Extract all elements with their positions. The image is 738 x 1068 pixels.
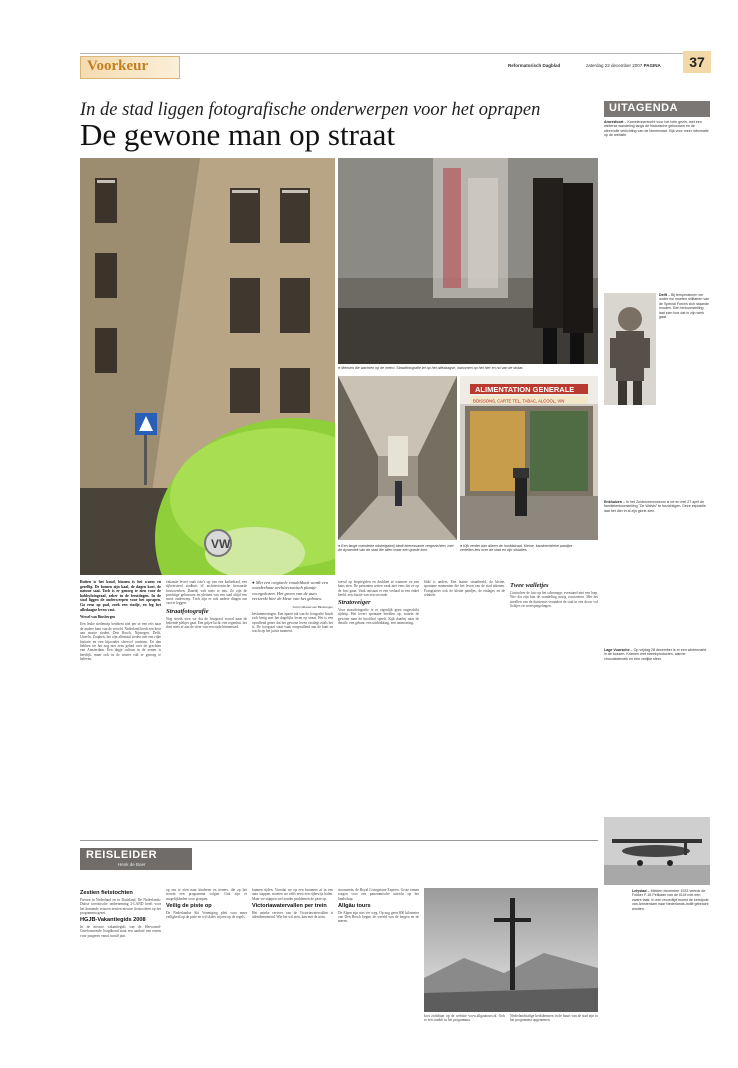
summit-cross-graphic (424, 888, 598, 1012)
caption-shop-text: Kijk verder dan alleen de hoofdstraat. Kleine, karakteristieke pandjes vertellen iets over de stad en zijn situaties. (460, 544, 573, 553)
caption-bullet: ● (338, 544, 342, 548)
agenda-entry-amersfoort: Amersfoort – Kameleonentocht voor het hele gezin, met een winterse wandeling langs de historische gebouwen en de sfeervolle verlichting van de binnenstad. Kijk voor meer informatie op de website. (604, 120, 709, 138)
heading-allgau: Allgäu tours (338, 902, 371, 909)
article-kicker: In de stad liggen fotografische onderwerpen voor het oprapen (80, 100, 541, 120)
caption-metro-text: Mensen die wachten op de metro. Straatfotografie let op het alledaagse, inzoomen op het hier en nu van de straat. (341, 366, 524, 370)
agenda-entry-lelystad: Lelystad – Midden december 1933 vertrok de Fokker F-18 Pelikaan van de KLM met een zware taak. In een recordtijd moest de kerstpost van Amsterdam naar Nederlands-Indië gebracht worden. (632, 889, 709, 911)
agenda-header (604, 101, 710, 117)
heading-fietstochten: Zestien fietstochten (80, 890, 133, 896)
pull-quote: Met een originele vondeldoek wordt een wonderbaar architectonisch plaatje voorgekozen. Het groen van de auto versterkt hier de kleur van het gebouw. (252, 580, 329, 602)
agenda-text-4: Op vrijdag 28 december is er een wintermarkt in de bossen. Kramen met streekproducten, warme chocolademelk en een vrolijke sfeer. (604, 648, 707, 661)
article-col-1 (80, 580, 161, 830)
sub-straatfotografie: Straatfotografie (166, 607, 209, 615)
agenda-city-2: Delft (659, 293, 667, 297)
caption-gallery-text: Een lange overdekte winkelgalerij biedt interessante vergezichten, met de dynamiek van de stad die allen maar een goede kom. (338, 544, 454, 553)
photo-summit-cross (424, 888, 598, 1012)
photo-gallery (338, 376, 457, 540)
newspaper-name: Reformatorisch Dagblad (508, 63, 561, 68)
beetle-street-graphic (80, 158, 335, 575)
page-number: 37 (689, 54, 705, 70)
agenda-entry-lage-vuursche: Lage Vuursche – Op vrijdag 28 december is er een wintermarkt in de bossen. Kramen met streekproducten, warme chocolademelk en een vrolijke sfeer. (604, 648, 707, 661)
gallery-graphic (338, 376, 457, 540)
caption-gallery (338, 544, 457, 553)
issue-date (586, 63, 661, 68)
reisleider-logo: REISLEIDER (86, 849, 158, 861)
article-col-2 (166, 580, 247, 830)
photo-pelikaan-plane (604, 817, 710, 885)
date-text: zaterdag 22 december 2007 (586, 63, 643, 68)
caption-bullet: ● (338, 366, 342, 370)
article-body-3: Nog steeds zien we dat de fotograaf vooral naar de bekende plekjes gaat. Een grijze lucht, een regenbui, het doet niets af aan de sfeer van een oude binnenstad. (166, 616, 247, 630)
heading-victoria: Victoriawatervallen per trein (252, 902, 327, 909)
summit-photo-credit: Foto Allgäu tours (593, 989, 597, 1010)
text-col4: stoomtrein, de Royal Livingstone Express. Grote ramen zorgen voor een panoramische uitzicht op het landschap. (338, 888, 419, 901)
agenda-city-1: Amersfoort (604, 120, 624, 124)
heading-piste: Veilig de piste op (166, 902, 212, 909)
page-number-box (683, 51, 711, 73)
article-body-6: Voor straatfotografie is er eigenlijk geen ongeschikt tijdstip. Het levert spontane beelden op, waarin de gewone man de hoofdrol speelt. Kijk daarbij naar de details: een gebaar, een uitdrukking, een ontmoeting. (338, 608, 419, 626)
reisleider-logo-box (80, 848, 192, 870)
caption-bullet: ● (460, 544, 464, 548)
section-title: Voorkeur (87, 58, 149, 74)
article-body-8: Controleer de foto op het schermpje, eventueel met een loep. Wie dat zijn kan de wandeling rustig voortzetten. Met het invallen van de duisternis verandert de stad in een decor vol lichtjes en weerspiegelingen. (510, 591, 598, 608)
text-col6: Nederlandstalige kerkdiensten in de buurt van de stad zijn in het programma opgenomen. (510, 1014, 598, 1023)
article-col-6 (510, 580, 598, 830)
photo-credits: Foto's Wessel van Binsbergen (292, 604, 333, 609)
article-body-5: toeval op bespiegelen en drukken af wanneer ze een kans zien. De passanten weten vaak niet eens dat ze op de foto gaan. Vaak ontstaat er een verhaal in een enkel beeld, een fractie van een seconde. (338, 580, 419, 597)
article-body-1: Een leuke stedentrip betekent niet per se een reis naar de andere kant van de wereld. Nederland biedt een keur aan mooie steden. Den Bosch, Nijmegen, Delft, Utrecht, Zutphen, het zijn allemaal steden met een rijke historie en een bijzonder sfeervol centrum. En dan hebben we het nog niet eens gehad over de grachten van Amsterdam. Een dagje cultuur in de zomer is heerlijk, maar ook in de winter valt er genoeg te beleven. (80, 622, 161, 661)
article-col-4 (338, 580, 419, 830)
photo-soldier (604, 293, 656, 405)
article-body-2: vakantie levert vaak foto's op van een kathedraal, een rijkversierd stadhuis of architectonische bewaarde bouwwerken. Daarbij valt niets te mis. Zo zijn de prachtige gebouwen en pleinen van een stad altijd een mooi onderwerp. Toch zijn er ook andere dingen om vast te leggen. (166, 580, 247, 606)
article-body-7: blikt is anders. Een laatste straatbeeld, de kleine, spontane momenten die het leven van de stad tekenen. Fotografeer ook de kleine pandjes, de etalages en de winkels. (424, 580, 505, 597)
article-lead: Buiten is het koud, binnen is het warm en gezellig. De bomen zijn kaal, de dagen kort, de natuur saai. Toch is er genoeg te zien voor de hobbyfotograaf, zeker in de feestdagen. In de stad liggen de onderwerpen voor het oprapen. Ga eens op pad, zoek een stadje, en leg het alledaagse leven vast. (80, 580, 161, 612)
page-label: PAGINA (643, 63, 661, 68)
section-banner (80, 56, 180, 79)
article-title: De gewone man op straat (80, 117, 396, 152)
text-hgjb: In de nieuwe vakantiegids van de Hervormd-Gereformeerde Jeugdbond staat een aanbod van reizen voor jongeren vanaf twaalf jaar. (80, 925, 161, 938)
article-col-5 (424, 580, 505, 830)
sub-twee-walletjes: Twee walletjes (510, 582, 549, 589)
plane-graphic (604, 817, 710, 885)
soldier-graphic (604, 293, 656, 405)
text-fietstochten: Fietsen in Nederland en in Duitsland. De Nederlands-Duitse toeristische onderneming 2-LAND heeft voor het komende seizoen zestien nieuwe fietstochten op het programma gezet. (80, 898, 161, 915)
agenda-city-5: Lelystad (632, 889, 647, 893)
article-body-4: beslommeringen. Een aparte tak van de fotografie houdt zich bezig met het dagelijks leven op straat. Het is een opvallend genre dat het gewone leven vastlegt zoals het is. De fotograaf staat vaak onopvallend aan de kant en wacht op het juiste moment. (252, 612, 333, 634)
caption-shop (460, 544, 578, 553)
text-col2: op om te zien naar kinderen en tieners, die op het terrein een programma volgen. Ook zijn er mogelijkheden voor groepen. (166, 888, 247, 901)
reisleider-col-5 (424, 1014, 505, 1044)
agenda-entry-enkhuizen: Enkhuizen – In het Zuiderzeemuseum is tot en met 27 april de familietentoonstelling "De Walvis" te bezichtigen. Deze expositie laat het dier in al zijn glorie zien. (604, 500, 706, 513)
text-col3: kunnen rijden. Voordat we op een bronneer af in een auto stappen, moeten we zelfs eerst een rijbewijs halen. Maar we stappen wel zonder problemen de piste op. (252, 888, 333, 901)
agenda-text-1: Kameleonentocht voor het hele gezin, met een winterse wandeling langs de historische gebouwen en de sfeervolle verlichting van de binnenstad. Kijk voor meer informatie op de website. (604, 120, 709, 138)
text-allgau: De Alpen zijn niet ver weg. Op nog geen 800 kilometer van Den Bosch begint de wereld van de bergen en de meren. (338, 910, 419, 924)
shop-graphic (460, 376, 598, 540)
heading-hgjb: HGJB-Vakantiegids 2008 (80, 917, 146, 924)
reisleider-col-4 (338, 888, 419, 1028)
agenda-text-5: Midden december 1933 vertrok de Fokker F-18 Pelikaan van de KLM met een zware taak. In een recordtijd moest de kerstpost van Amsterdam naar Nederlands-Indië gebracht worden. (632, 889, 709, 911)
reisleider-col-3 (252, 888, 333, 1028)
agenda-entry-delft: Delft – Bij temperaturen ver onder nul moeten militairen van de Special Forces zich staande houden. Een tentoonstelling laat zien hoe dat in zijn werk gaat. (659, 293, 710, 320)
agenda-text-2: Bij temperaturen ver onder nul moeten militairen van de Special Forces zich staande houden. Een tentoonstelling laat zien hoe dat in zijn werk gaat. (659, 293, 710, 320)
agenda-title: UITAGENDA (609, 102, 679, 114)
article-author: Wessel van Binsbergen (80, 615, 116, 620)
article-col-3 (252, 580, 333, 830)
metro-graphic (338, 158, 598, 364)
photo-shop (460, 376, 598, 540)
pull-quote-box (252, 580, 333, 602)
caption-metro (338, 366, 598, 370)
text-piste: De Nederlandse Ski Vereniging pleit voor meer veiligheid op de piste en wil skiërs wijzen op de regels. (166, 910, 247, 920)
text-victoria: Het unieke vervoer van de Victoriawatervallen is adembenemend. Wie het wil zien, kan met de trein. (252, 910, 333, 920)
reisleider-rule (80, 840, 598, 841)
masthead-rule (80, 53, 705, 54)
reisleider-byline: Henk de Boer (118, 862, 146, 867)
reisleider-col-6 (510, 1014, 598, 1044)
reisleider-col-1 (80, 888, 161, 1028)
photo-beetle-street (80, 158, 335, 575)
reisleider-col-2 (166, 888, 247, 1028)
agenda-city-4: Lage Vuursche (604, 648, 630, 652)
text-col5: kort zichtbaar op de website www.allgautours.nl. Ook er een rondrit in het programma. (424, 1014, 505, 1023)
svg-text:VW: VW (211, 537, 231, 551)
photo-metro (338, 158, 598, 364)
quote-bullet: ● (252, 580, 256, 585)
agenda-city-3: Enkhuizen (604, 500, 622, 504)
sub-stratoveiger: Stratoveiger (338, 599, 371, 607)
svg-text:BOISSONS, CARTE TEL, TABAC, AL: BOISSONS, CARTE TEL, TABAC, ALCOOL, VIN (473, 398, 565, 404)
svg-text:ALIMENTATION GENERALE: ALIMENTATION GENERALE (475, 385, 575, 394)
agenda-text-3: In het Zuiderzeemuseum is tot en met 27 april de familietentoonstelling "De Walvis" te bezichtigen. Deze expositie laat het dier in al zijn glorie zien. (604, 500, 706, 513)
